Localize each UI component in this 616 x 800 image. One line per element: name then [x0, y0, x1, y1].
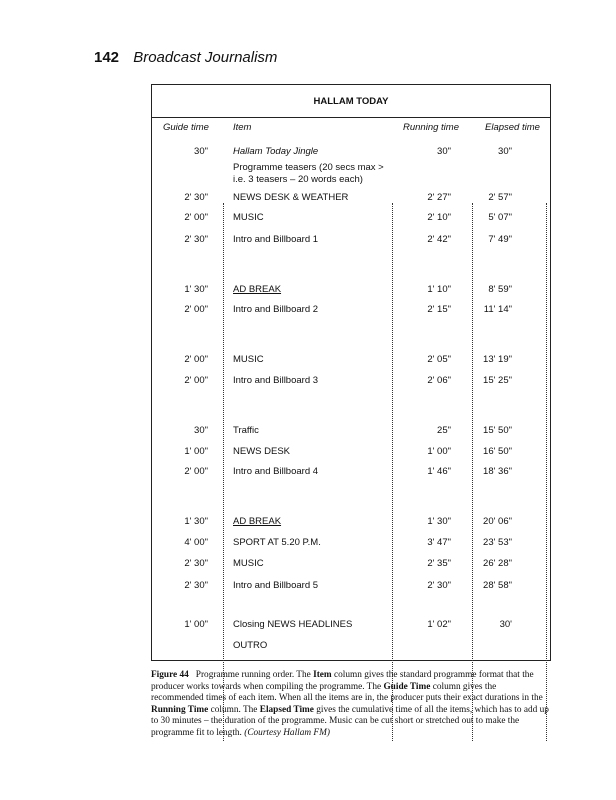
title-divider	[152, 117, 550, 118]
cell-item: Programme teasers (20 secs max >	[233, 162, 384, 173]
column-divider	[392, 203, 393, 741]
cell-item: NEWS DESK	[233, 446, 291, 457]
cell-running: 2' 35"	[427, 558, 451, 569]
caption-text: gives the cumulative time of all the items, which has to add up to 30 minutes – the duration of the programme. Music can be cut short or stretched out to make the programme fit to length.	[151, 704, 549, 738]
cell-guide: 4' 00"	[184, 537, 208, 548]
cell-guide: 1' 00"	[184, 619, 208, 630]
cell-running: 1' 30"	[427, 516, 451, 527]
cell-guide: 2' 30"	[184, 558, 208, 569]
caption-text: Programme running order. The	[195, 670, 314, 680]
cell-elapsed: 8' 59"	[488, 284, 512, 295]
cell-item: Traffic	[233, 425, 259, 436]
cell-running: 2' 06"	[427, 375, 451, 386]
column-divider	[546, 203, 547, 741]
cell-guide: 1' 30"	[184, 516, 208, 527]
caption-label: Figure 44	[151, 670, 189, 680]
cell-guide: 1' 30"	[184, 284, 208, 295]
cell-elapsed: 13' 19"	[483, 354, 512, 365]
caption-term: Guide Time	[383, 681, 431, 692]
column-divider	[223, 203, 224, 741]
caption-courtesy: (Courtesy Hallam FM)	[244, 727, 330, 738]
cell-guide: 30"	[194, 425, 208, 436]
header-running-time: Running time	[403, 122, 459, 133]
cell-item: Closing NEWS HEADLINES	[233, 619, 353, 630]
caption-term: Item	[313, 670, 332, 680]
cell-item-line2: i.e. 3 teasers – 20 words each)	[233, 174, 363, 185]
cell-running: 2' 05"	[427, 354, 451, 365]
header-item: Item	[233, 122, 252, 133]
cell-item: MUSIC	[233, 212, 264, 223]
cell-elapsed: 7' 49"	[488, 234, 512, 245]
cell-elapsed: 26' 28"	[483, 558, 512, 569]
caption-term: Running Time	[151, 704, 209, 715]
cell-elapsed: 28' 58"	[483, 580, 512, 591]
cell-elapsed: 20' 06"	[483, 516, 512, 527]
cell-guide: 2' 30"	[184, 192, 208, 203]
running-title: Broadcast Journalism	[133, 49, 278, 66]
cell-running: 25"	[437, 425, 451, 436]
cell-item: AD BREAK	[233, 284, 282, 295]
cell-item: Intro and Billboard 3	[233, 375, 319, 386]
cell-running: 2' 27"	[427, 192, 451, 203]
cell-elapsed: 2' 57"	[488, 192, 512, 203]
cell-guide: 2' 00"	[184, 212, 208, 223]
caption-text: column gives the recommended times of each item. When all the items are in, the producer puts their exact durations in the	[151, 681, 543, 704]
caption-text: column. The	[208, 704, 260, 715]
header-elapsed-time: Elapsed time	[485, 122, 540, 133]
cell-item: NEWS DESK & WEATHER	[233, 192, 349, 203]
cell-guide: 2' 00"	[184, 375, 208, 386]
cell-elapsed: 5' 07"	[488, 212, 512, 223]
cell-guide: 2' 00"	[184, 466, 208, 477]
cell-item: Hallam Today Jingle	[233, 146, 319, 157]
running-order-table	[151, 84, 551, 661]
column-divider	[472, 203, 473, 741]
cell-item: Intro and Billboard 1	[233, 234, 319, 245]
cell-elapsed: 30"	[498, 146, 512, 157]
header-guide-time: Guide time	[163, 122, 209, 133]
caption-term: Elapsed Time	[259, 704, 314, 715]
cell-running: 1' 00"	[427, 446, 451, 457]
cell-elapsed: 15' 25"	[483, 375, 512, 386]
cell-item: OUTRO	[233, 640, 268, 651]
cell-guide: 2' 30"	[184, 234, 208, 245]
cell-item: MUSIC	[233, 354, 264, 365]
cell-item: SPORT AT 5.20 P.M.	[233, 537, 321, 548]
cell-item: MUSIC	[233, 558, 264, 569]
cell-guide: 1' 00"	[184, 446, 208, 457]
cell-guide: 30"	[194, 146, 208, 157]
cell-elapsed: 16' 50"	[483, 446, 512, 457]
cell-running: 1' 46"	[427, 466, 451, 477]
cell-elapsed: 18' 36"	[483, 466, 512, 477]
caption-text: column gives the standard programme format that the producer works towards when compiling the programme. The	[151, 670, 534, 692]
cell-running: 2' 42"	[427, 234, 451, 245]
page-number: 142	[94, 49, 120, 66]
cell-item: Intro and Billboard 5	[233, 580, 319, 591]
cell-guide: 2' 00"	[184, 304, 208, 315]
cell-running: 1' 10"	[427, 284, 451, 295]
cell-running: 3' 47"	[427, 537, 451, 548]
cell-running: 30"	[437, 146, 451, 157]
cell-elapsed: 30'	[499, 619, 512, 630]
cell-running: 2' 15"	[427, 304, 451, 315]
figure-caption	[151, 670, 551, 740]
cell-running: 1' 02"	[427, 619, 451, 630]
cell-elapsed: 11' 14"	[483, 304, 512, 315]
cell-item: Intro and Billboard 4	[233, 466, 319, 477]
cell-guide: 2' 00"	[184, 354, 208, 365]
cell-running: 2' 30"	[427, 580, 451, 591]
cell-running: 2' 10"	[427, 212, 451, 223]
cell-elapsed: 23' 53"	[483, 537, 512, 548]
running-header	[94, 49, 277, 66]
table-title: HALLAM TODAY	[313, 96, 389, 107]
cell-item: AD BREAK	[233, 516, 282, 527]
cell-guide: 2' 30"	[184, 580, 208, 591]
cell-elapsed: 15' 50"	[483, 425, 512, 436]
cell-item: Intro and Billboard 2	[233, 304, 319, 315]
